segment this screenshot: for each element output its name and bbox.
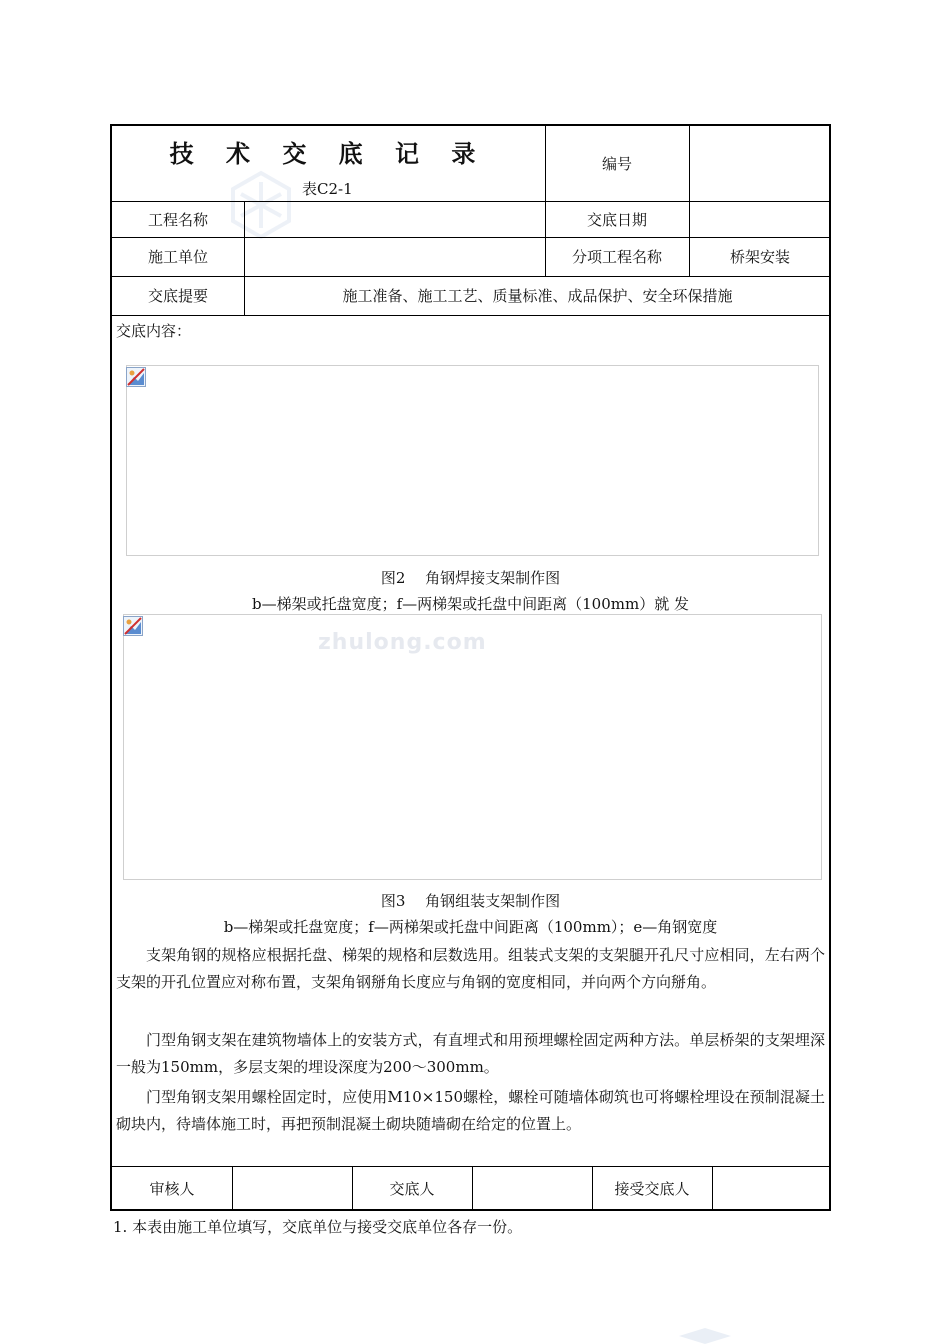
- discloser-label: 交底人: [389, 1180, 435, 1198]
- summary-label: 交底提要: [147, 287, 208, 305]
- form-title: 技 术 交 底 记 录: [169, 140, 488, 168]
- reviewer-value: [232, 1166, 352, 1211]
- construction-unit-value: [244, 237, 545, 276]
- code-label: 编号: [601, 155, 632, 173]
- reviewer-label: 审核人: [149, 1180, 195, 1198]
- figure-3-note: b—梯架或托盘宽度；f—两梯架或托盘中间距离（100mm）；e—角钢宽度: [223, 918, 718, 936]
- paragraph-bolt-fixing: 门型角钢支架用螺栓固定时，应使用M10×150螺栓，螺栓可随墙体砌筑也可将螺栓埋设在预制混凝土砌块内，待墙体施工时，再把预制混凝土砌块随墙砌在给定的位置上。: [116, 1088, 825, 1133]
- project-name-value: [244, 201, 545, 237]
- watermark-text: zhulong.com: [318, 630, 487, 655]
- broken-image-icon: [126, 367, 146, 387]
- figure-2-caption: 图2 角钢焊接支架制作图: [380, 569, 561, 587]
- code-value: [689, 126, 831, 201]
- footnote: 1. 本表由施工单位填写，交底单位与接受交底单位各存一份。: [113, 1218, 523, 1236]
- summary-value: 施工准备、施工工艺、质量标准、成品保护、安全环保措施: [342, 287, 733, 305]
- disclosure-date-value: [689, 201, 831, 237]
- receiver-label: 接受交底人: [614, 1180, 690, 1198]
- form-number: 表C2-1: [302, 180, 353, 198]
- paragraph-bracket-spec: 支架角钢的规格应根据托盘、梯架的规格和层数选用。组装式支架的支架腿开孔尺寸应相同，左右两个支架的开孔位置应对称布置，支架角钢掰角长度应与角钢的宽度相同，并向两个方向掰角。: [116, 946, 825, 991]
- figure-2-placeholder: [126, 365, 819, 556]
- watermark-logo-icon: [675, 1328, 735, 1344]
- broken-image-icon: [123, 616, 143, 636]
- receiver-value: [712, 1166, 831, 1211]
- project-name-label: 工程名称: [147, 210, 208, 229]
- sub-project-label: 分项工程名称: [571, 248, 662, 266]
- figure-2-note: b—梯架或托盘宽度；f—两梯架或托盘中间距离（100mm）就 发: [251, 595, 689, 613]
- sub-project-value: 桥架安装: [729, 248, 790, 266]
- discloser-value: [472, 1166, 592, 1211]
- technical-disclosure-form: [110, 124, 831, 1211]
- content-label: 交底内容：: [116, 322, 192, 340]
- figure-3-caption: 图3 角钢组装支架制作图: [380, 892, 561, 910]
- paragraph-installation-methods: 门型角钢支架在建筑物墙体上的安装方式，有直埋式和用预埋螺栓固定两种方法。单层桥架的支架埋深一般为150mm，多层支架的埋设深度为200～300mm。: [116, 1031, 825, 1076]
- construction-unit-label: 施工单位: [147, 248, 208, 266]
- disclosure-date-label: 交底日期: [586, 210, 647, 229]
